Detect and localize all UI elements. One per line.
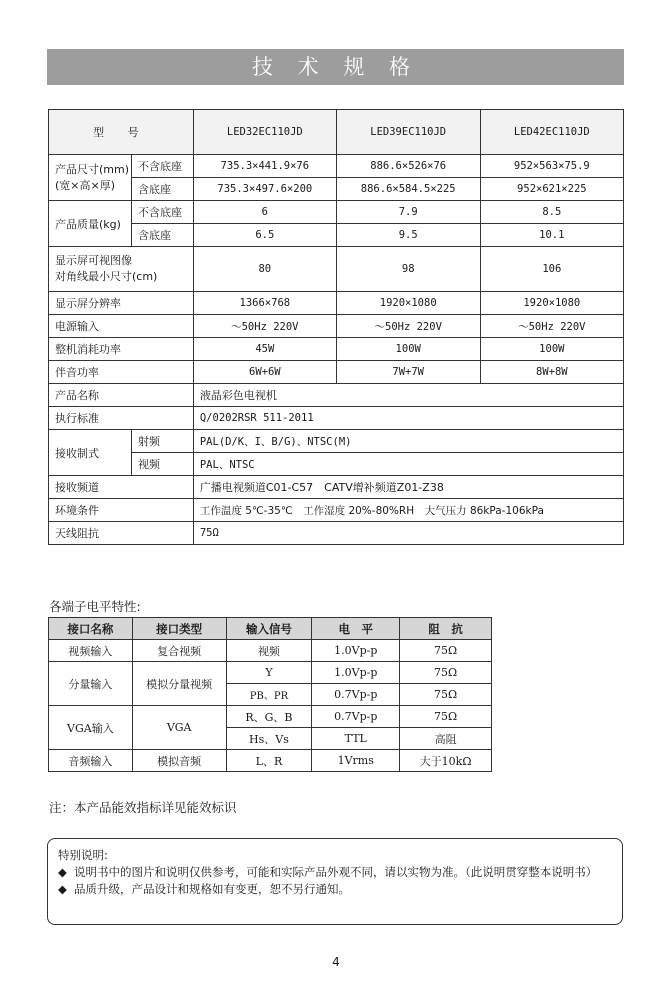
- diagonal-row: [49, 247, 624, 292]
- channels-value: 广播电视频道C01-C57 CATV增补频道Z01-Z38: [193, 476, 623, 499]
- diamond-bullet-icon: ◆: [58, 882, 67, 896]
- power-input-value: ～50Hz 220V: [336, 315, 480, 338]
- model-name: LED39EC110JD: [336, 110, 480, 155]
- level: 0.7Vp-p: [312, 684, 400, 706]
- special-notice-text: 说明书中的图片和说明仅供参考，可能和实际产品外观不同，请以实物为准。（此说明贯穿整本说明书）: [74, 865, 598, 879]
- receive-video-row: [49, 453, 624, 476]
- header-level: 电 平: [312, 618, 400, 640]
- energy-note: 注：本产品能效指标详见能效标识: [49, 800, 237, 815]
- weight-row-without-base: [49, 201, 624, 224]
- input-signal: Hs、Vs: [226, 728, 312, 750]
- size-label-line2: (宽×高×厚): [55, 178, 116, 192]
- weight-value: 8.5: [480, 201, 623, 224]
- weight-row-with-base: [49, 224, 624, 247]
- diagonal-label: [49, 247, 194, 292]
- terminal-row-component-y: [49, 662, 492, 684]
- product-name-row: [49, 384, 624, 407]
- size-value: 886.6×526×76: [336, 155, 480, 178]
- interface-type: 模拟分量视频: [132, 662, 226, 706]
- receive-rf-row: [49, 430, 624, 453]
- diagonal-label-line1: 显示屏可视图像: [55, 254, 132, 267]
- size-value: 735.3×497.6×200: [193, 178, 336, 201]
- product-name-label: 产品名称: [49, 384, 194, 407]
- impedance: 大于10kΩ: [400, 750, 492, 772]
- resolution-label: 显示屏分辨率: [49, 292, 194, 315]
- special-notice-box: [47, 838, 623, 925]
- header-input-signal: 输入信号: [226, 618, 312, 640]
- page-number: 4: [332, 955, 340, 969]
- product-name-value: 液晶彩色电视机: [193, 384, 623, 407]
- with-base-label: 含底座: [132, 224, 194, 247]
- page-title: 技 术 规 格: [47, 49, 624, 85]
- audio-power-value: 6W+6W: [193, 361, 336, 384]
- power-consumption-value: 100W: [480, 338, 623, 361]
- resolution-value: 1920×1080: [480, 292, 623, 315]
- model-name: LED32EC110JD: [193, 110, 336, 155]
- rf-label: 射频: [132, 430, 194, 453]
- weight-value: 7.9: [336, 201, 480, 224]
- interface-name: 音频输入: [49, 750, 133, 772]
- spec-table: [48, 109, 624, 545]
- diagonal-value: 80: [193, 247, 336, 292]
- impedance: 75Ω: [400, 706, 492, 728]
- without-base-label: 不含底座: [132, 201, 194, 224]
- power-consumption-value: 100W: [336, 338, 480, 361]
- channels-row: [49, 476, 624, 499]
- audio-power-label: 伴音功率: [49, 361, 194, 384]
- impedance: 75Ω: [400, 640, 492, 662]
- input-signal: R、G、B: [226, 706, 312, 728]
- size-value: 886.6×584.5×225: [336, 178, 480, 201]
- power-input-row: [49, 315, 624, 338]
- model-name: LED42EC110JD: [480, 110, 623, 155]
- terminal-section-title: 各端子电平特性:: [49, 599, 141, 614]
- weight-value: 9.5: [336, 224, 480, 247]
- level: 1.0Vp-p: [312, 640, 400, 662]
- diamond-bullet-icon: ◆: [58, 865, 67, 879]
- size-label: [49, 155, 132, 201]
- size-row-without-base: [49, 155, 624, 178]
- diagonal-label-line2: 对角线最小尺寸(cm): [55, 270, 158, 283]
- audio-power-row: [49, 361, 624, 384]
- antenna-value: 75Ω: [193, 522, 623, 545]
- antenna-label: 天线阻抗: [49, 522, 194, 545]
- standard-value: Q/0202RSR 511-2011: [193, 407, 623, 430]
- audio-power-value: 8W+8W: [480, 361, 623, 384]
- size-label-line1: 产品尺寸(mm): [55, 162, 130, 176]
- power-consumption-value: 45W: [193, 338, 336, 361]
- impedance: 75Ω: [400, 662, 492, 684]
- environment-row: [49, 499, 624, 522]
- spec-header-row: [49, 110, 624, 155]
- resolution-row: [49, 292, 624, 315]
- terminal-row-audio: [49, 750, 492, 772]
- resolution-value: 1920×1080: [336, 292, 480, 315]
- special-notice-item: [58, 881, 612, 898]
- model-label: 型 号: [49, 110, 194, 155]
- size-value: 952×621×225: [480, 178, 623, 201]
- terminal-row-video: [49, 640, 492, 662]
- receive-system-label: 接收制式: [49, 430, 132, 476]
- standard-row: [49, 407, 624, 430]
- header-interface-name: 接口名称: [49, 618, 133, 640]
- video-label: 视频: [132, 453, 194, 476]
- interface-type: 模拟音频: [132, 750, 226, 772]
- environment-label: 环境条件: [49, 499, 194, 522]
- interface-type: VGA: [132, 706, 226, 750]
- level: 0.7Vp-p: [312, 706, 400, 728]
- terminal-table: [48, 617, 492, 772]
- antenna-row: [49, 522, 624, 545]
- size-value: 952×563×75.9: [480, 155, 623, 178]
- terminal-header-row: [49, 618, 492, 640]
- audio-power-value: 7W+7W: [336, 361, 480, 384]
- with-base-label: 含底座: [132, 178, 194, 201]
- weight-value: 6: [193, 201, 336, 224]
- power-input-value: ～50Hz 220V: [480, 315, 623, 338]
- standard-label: 执行标准: [49, 407, 194, 430]
- header-impedance: 阻 抗: [400, 618, 492, 640]
- channels-label: 接收频道: [49, 476, 194, 499]
- input-signal: 视频: [226, 640, 312, 662]
- special-notice-title: 特别说明:: [58, 848, 108, 862]
- impedance: 75Ω: [400, 684, 492, 706]
- power-consumption-label: 整机消耗功率: [49, 338, 194, 361]
- video-value: PAL、NTSC: [193, 453, 623, 476]
- weight-label: 产品质量(kg): [49, 201, 132, 247]
- level: 1.0Vp-p: [312, 662, 400, 684]
- weight-value: 10.1: [480, 224, 623, 247]
- rf-value: PAL(D/K、I、B/G)、NTSC(M): [193, 430, 623, 453]
- diagonal-value: 106: [480, 247, 623, 292]
- interface-type: 复合视频: [132, 640, 226, 662]
- level: 1Vrms: [312, 750, 400, 772]
- interface-name: 视频输入: [49, 640, 133, 662]
- power-consumption-row: [49, 338, 624, 361]
- impedance: 高阻: [400, 728, 492, 750]
- interface-name: 分量输入: [49, 662, 133, 706]
- interface-name: VGA输入: [49, 706, 133, 750]
- power-input-label: 电源输入: [49, 315, 194, 338]
- without-base-label: 不含底座: [132, 155, 194, 178]
- header-interface-type: 接口类型: [132, 618, 226, 640]
- weight-value: 6.5: [193, 224, 336, 247]
- special-notice-item: [58, 864, 612, 881]
- input-signal: Y: [226, 662, 312, 684]
- resolution-value: 1366×768: [193, 292, 336, 315]
- input-signal: L、R: [226, 750, 312, 772]
- level: TTL: [312, 728, 400, 750]
- environment-value: 工作温度 5℃-35℃ 工作湿度 20%-80%RH 大气压力 86kPa-106kPa: [193, 499, 623, 522]
- size-value: 735.3×441.9×76: [193, 155, 336, 178]
- input-signal: PB、PR: [226, 684, 312, 706]
- diagonal-value: 98: [336, 247, 480, 292]
- power-input-value: ～50Hz 220V: [193, 315, 336, 338]
- special-notice-text: 品质升级，产品设计和规格如有变更，恕不另行通知。: [74, 882, 350, 896]
- terminal-row-vga-rgb: [49, 706, 492, 728]
- size-row-with-base: [49, 178, 624, 201]
